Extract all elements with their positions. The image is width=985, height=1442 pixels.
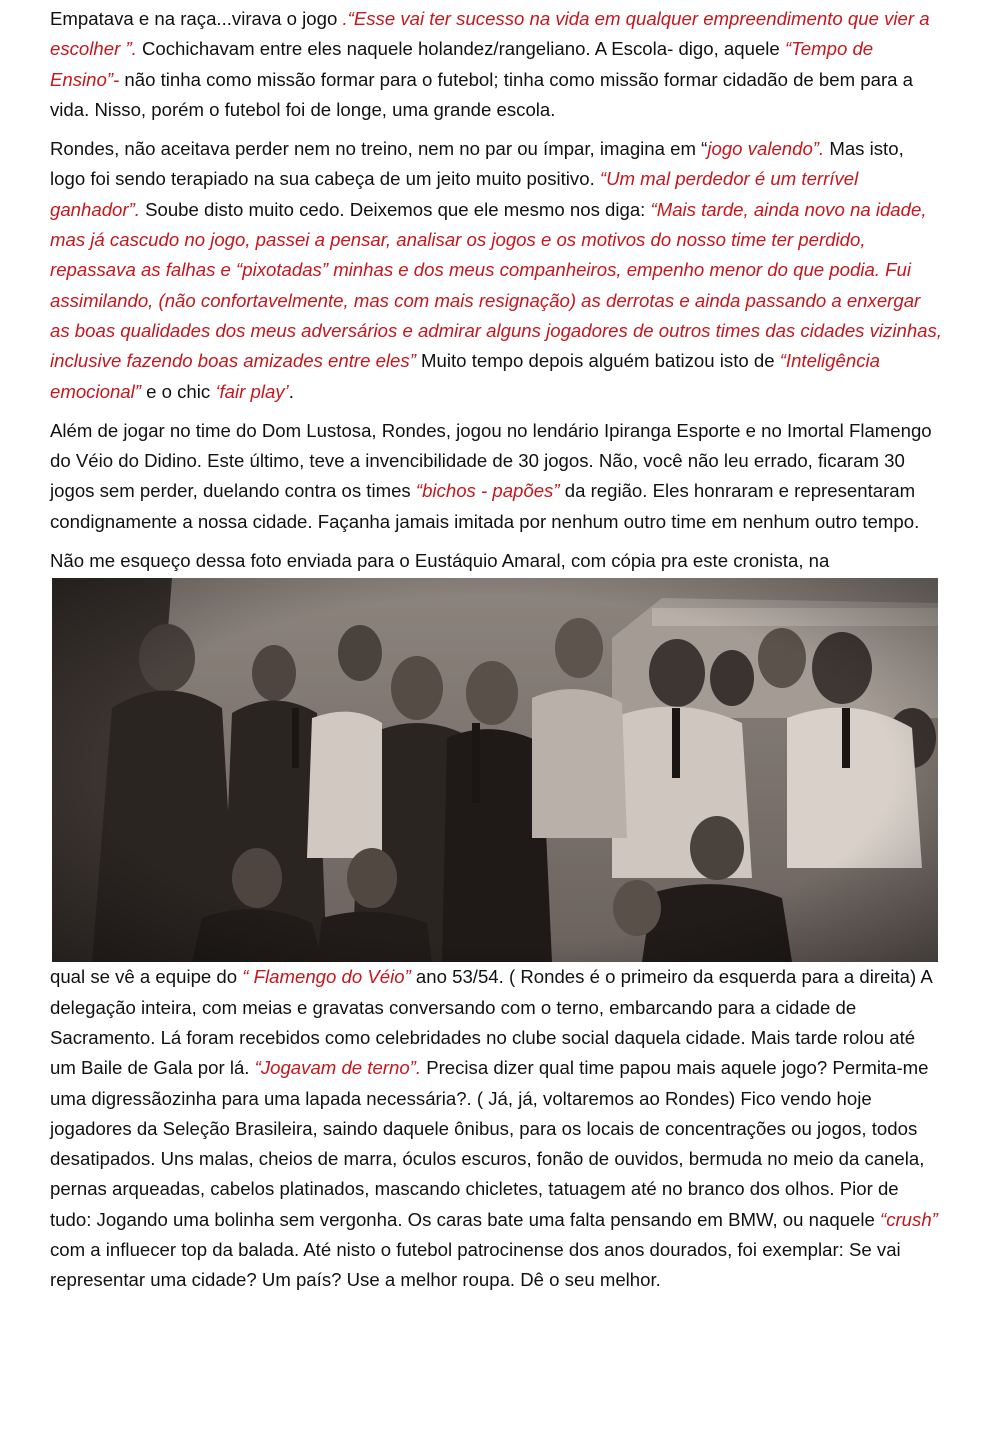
paragraph-2: Rondes, não aceitava perder nem no treino, nem no par ou ímpar, imagina em “jogo valendo”. Mas isto, logo foi sendo terapiado na sua cabeça de um jeito muito positivo. “Um mal perdedor é um terrível ganhador”. Soube disto muito cedo. Deixemos que ele mesmo nos diga: “Mais tarde, ainda novo na idade, mas já cascudo no jogo, passei a pensar, analisar os jogos e os motivos do nosso time ter perdido, repassava as falhas e “pixotadas” minhas e dos meus companheiros, empenho menor do que podia. Fui assimilando, (não confortavelmente, mas com mais resignação) as derrotas e ainda passando a enxergar as boas qualidades dos meus adversários e admirar alguns jogadores de outros times das cidades vizinhas, inclusive fazendo boas amizades entre eles” Muito tempo depois alguém batizou isto de “Inteligência emocional” e o chic ‘fair play’.: [50, 138, 942, 402]
quote: “ Flamengo do Véio”: [242, 966, 411, 988]
paragraph-4: Não me esqueço dessa foto enviada para o Eustáquio Amaral, com cópia pra este cronista, na: [50, 550, 830, 572]
team-photo: [52, 578, 938, 962]
quote: “Mais tarde, ainda novo na idade, mas já cascudo no jogo, passei a pensar, analisar os jogos e os motivos do nosso time ter perdido, repassava as falhas e “pixotadas” minhas e dos meus companheiros, empenho menor do que podia. Fui assimilando, (não confortavelmente, mas com mais resignação) as derrotas e ainda passando a enxergar as boas qualidades dos meus adversários e admirar alguns jogadores de outros times das cidades vizinhas, inclusive fazendo boas amizades entre eles”: [50, 198, 942, 372]
quote: ‘fair play’: [215, 380, 289, 402]
quote: “Tempo de Ensino”-: [50, 38, 874, 90]
quote: jogo valendo”.: [707, 138, 825, 160]
quote: “Jogavam de terno”.: [254, 1057, 422, 1079]
quote: “crush”: [880, 1208, 938, 1230]
quote: “Um mal perdedor é um terrível ganhador”.: [50, 168, 859, 220]
quote: “bichos - papões”: [415, 480, 560, 502]
paragraph-5: qual se vê a equipe do “ Flamengo do Véio” ano 53/54. ( Rondes é o primeiro da esquerda para a direita) A delegação inteira, com meias e gravatas conversando com o terno, embarcando para a cidade de Sacramento. Lá foram recebidos como celebridades no clube social daquela cidade. Mais tarde rolou até um Baile de Gala por lá. “Jogavam de terno”. Precisa dizer qual time papou mais aquele jogo? Permita-me uma digressãozinha para uma lapada necessária?. ( Já, já, voltaremos ao Rondes) Fico vendo hoje jogadores da Seleção Brasileira, saindo daquele ônibus, para os locais de concentrações ou jogos, todos desatipados. Uns malas, cheios de marra, óculos escuros, fonão de ouvidos, bermuda no meio da canela, pernas arqueadas, cabelos platinados, mascando chicletes, tatuagem até no branco dos olhos. Pior de tudo: Jogando uma bolinha sem vergonha. Os caras bate uma falta pensando em BMW, ou naquele “crush” com a influecer top da balada. Até nisto o futebol patrocinense dos anos dourados, foi exemplar: Se vai representar uma cidade? Um país? Use a melhor roupa. Dê o seu melhor.: [50, 966, 938, 1291]
paragraph-3: Além de jogar no time do Dom Lustosa, Rondes, jogou no lendário Ipiranga Esporte e no Imortal Flamengo do Véio do Didino. Este último, teve a invencibilidade de 30 jogos. Não, você não leu errado, ficaram 30 jogos sem perder, duelando contra os times “bichos - papões” da região. Eles honraram e representaram condignamente a nossa cidade. Façanha jamais imitada por nenhum outro time em nenhum outro tempo.: [50, 419, 932, 532]
document-page: [50, 4, 942, 1296]
paragraph-1: Empatava e na raça...virava o jogo .“Esse vai ter sucesso na vida em qualquer empreendimento que vier a escolher ”. Cochichavam entre eles naquele holandez/rangeliano. A Escola- digo, aquele “Tempo de Ensino”- não tinha como missão formar para o futebol; tinha como missão formar cidadão de bem para a vida. Nisso, porém o futebol foi de longe, uma grande escola.: [50, 8, 930, 120]
quote: .“Esse vai ter sucesso na vida em qualquer empreendimento que vier a escolher ”.: [50, 8, 930, 60]
quote: “Inteligência emocional”: [50, 350, 880, 402]
